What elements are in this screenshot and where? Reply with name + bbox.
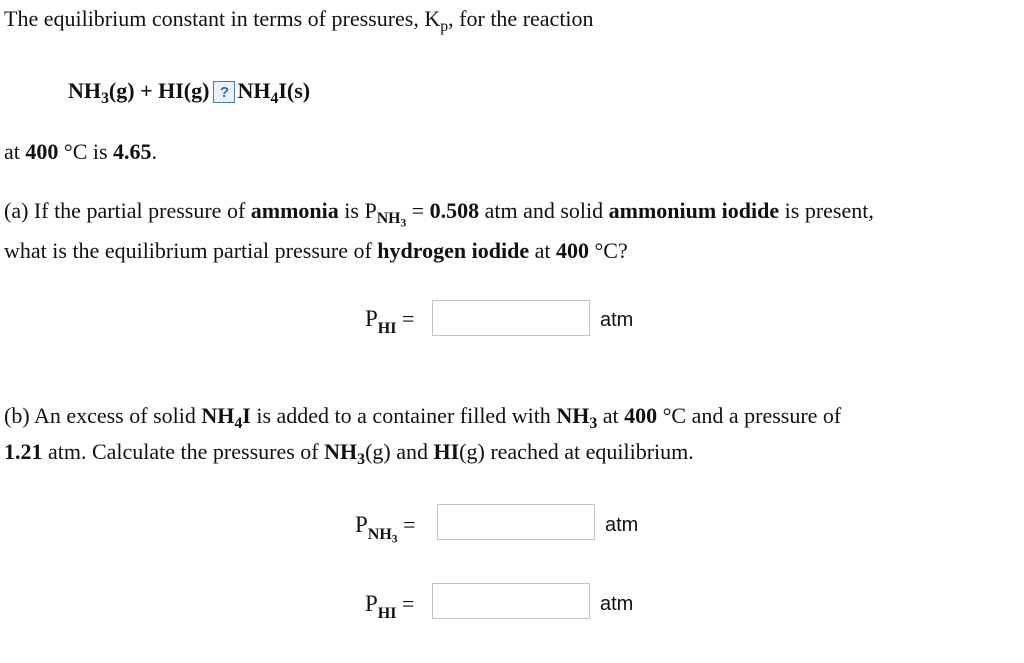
p-hi-label-a: $P_{HI}$ = (365, 306, 415, 338)
p-hi-unit-b: atm (600, 593, 634, 615)
p-hi-unit-a: atm (600, 309, 634, 331)
part-b-question-line1: (b) An excess of solid $NH_4I$ is added to a container filled with $NH_3$ at 400 °C and a pressure of (4, 403, 842, 433)
p-nh3-input-b[interactable] (437, 504, 595, 540)
p-hi-label-b: $P_{HI}$ = (365, 591, 415, 623)
p-nh3-label-b: $P_{NH_3}$ = (355, 512, 416, 546)
intro-text: The equilibrium constant in terms of pressures, $K_p$, for the reaction (4, 6, 594, 36)
equilibrium-arrow-help-icon[interactable]: ? (213, 81, 235, 103)
p-nh3-unit-b: atm (605, 514, 639, 536)
reaction-equation: $NH_3(g) + HI(g)$ ? $NH_4I(s)$ (68, 78, 311, 108)
part-a-question-line2: what is the equilibrium partial pressure of hydrogen iodide at 400 °C? (4, 238, 628, 263)
conditions-text: at 400 °C is 4.65. (4, 139, 158, 164)
p-hi-input-b[interactable] (432, 583, 590, 619)
part-a-question-line1: (a) If the partial pressure of ammonia is $P_{NH_3} = 0.508$ atm and solid ammonium iodide is present, (4, 198, 874, 230)
part-b-question-line2: 1.21 atm. Calculate the pressures of $NH_3(g)$ and HI(g) reached at equilibrium. (4, 439, 694, 469)
p-hi-input-a[interactable] (432, 300, 590, 336)
